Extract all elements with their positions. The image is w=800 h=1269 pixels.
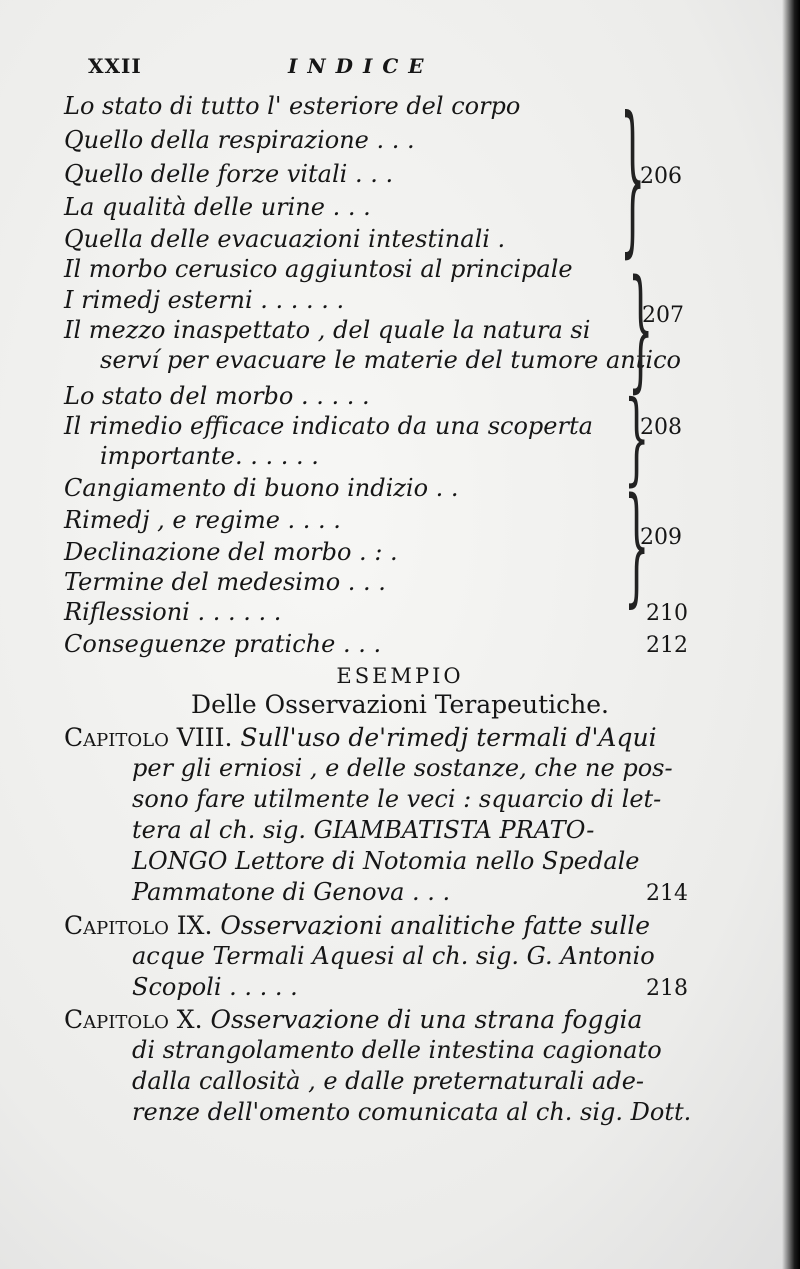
chapter-entry <box>64 910 650 941</box>
toc-line: Quella delle evacuazioni intestinali . <box>64 225 506 253</box>
toc-line: Lo stato di tutto l' esteriore del corpo <box>64 92 521 120</box>
section-subheading: Delle Osservazioni Terapeutiche. <box>191 690 609 719</box>
toc-line: La qualità delle urine . . . <box>64 193 371 221</box>
brace-icon: } <box>624 382 650 497</box>
toc-line: Termine del medesimo . . . <box>64 568 386 596</box>
toc-line: importante. . . . . . <box>100 442 319 470</box>
toc-line: Conseguenze pratiche . . . <box>64 630 382 658</box>
brace-icon: } <box>620 86 646 275</box>
page-title: INDICE <box>288 54 434 78</box>
toc-line: serví per evacuare le materie del tumore antico <box>100 346 681 374</box>
toc-line: I rimedj esterni . . . . . . <box>64 286 345 314</box>
brace-icon: } <box>624 474 650 622</box>
page-ref: 214 <box>646 881 688 906</box>
chapter-entry <box>64 1004 642 1035</box>
chapter-line: dalla callosità , e dalle preternaturali ade- <box>132 1067 645 1095</box>
chapter-line: renze dell'omento comunicata al ch. sig. Dott. <box>132 1098 692 1126</box>
chapter-title: Sull'uso de'rimedj termali d'Aqui <box>240 723 657 752</box>
chapter-line: Pammatone di Genova . . . <box>132 878 451 906</box>
brace-icon: } <box>628 255 654 407</box>
toc-line: Lo stato del morbo . . . . . <box>64 382 370 410</box>
page-ref: 218 <box>646 976 688 1001</box>
toc-line: Quello della respirazione . . . <box>64 126 415 154</box>
page-ref: 209 <box>640 525 682 550</box>
chapter-label: Capitolo VIII. <box>64 723 233 752</box>
toc-line: Rimedj , e regime . . . . <box>64 506 341 534</box>
section-heading: ESEMPIO <box>336 664 464 688</box>
running-header <box>88 54 700 84</box>
page-edge-shadow <box>782 0 800 1269</box>
toc-line: Il rimedio efficace indicato da una scoperta <box>64 412 593 440</box>
chapter-line: LONGO Lettore di Notomia nello Spedale <box>132 847 640 875</box>
page-ref: 212 <box>646 633 688 658</box>
page-ref: 207 <box>642 303 684 328</box>
chapter-line: di strangolamento delle intestina cagionato <box>132 1036 662 1064</box>
toc-line: Il mezzo inaspettato , del quale la natura si <box>64 316 591 344</box>
toc-line: Il morbo cerusico aggiuntosi al principale <box>64 255 573 283</box>
page-ref: 206 <box>640 164 682 189</box>
chapter-label: Capitolo X. <box>64 1005 203 1034</box>
chapter-line: per gli erniosi , e delle sostanze, che ne pos- <box>132 754 673 782</box>
toc-line: Quello delle forze vitali . . . <box>64 160 394 188</box>
chapter-line: acque Termali Aquesi al ch. sig. G. Antonio <box>132 942 655 970</box>
chapter-line: tera al ch. sig. GIAMBATISTA PRATO- <box>132 816 595 844</box>
page-number: XXII <box>88 54 142 78</box>
toc-line: Cangiamento di buono indizio . . <box>64 474 459 502</box>
chapter-line: Scopoli . . . . . <box>132 973 298 1001</box>
toc-line: Riflessioni . . . . . . <box>64 598 282 626</box>
chapter-entry <box>64 722 657 753</box>
page-ref: 208 <box>640 415 682 440</box>
page-ref: 210 <box>646 601 688 626</box>
chapter-label: Capitolo IX. <box>64 911 213 940</box>
chapter-title: Osservazione di una strana foggia <box>210 1005 643 1034</box>
chapter-title: Osservazioni analitiche fatte sulle <box>220 911 651 940</box>
toc-line: Declinazione del morbo . : . <box>64 538 398 566</box>
chapter-line: sono fare utilmente le veci : squarcio di let- <box>132 785 662 813</box>
